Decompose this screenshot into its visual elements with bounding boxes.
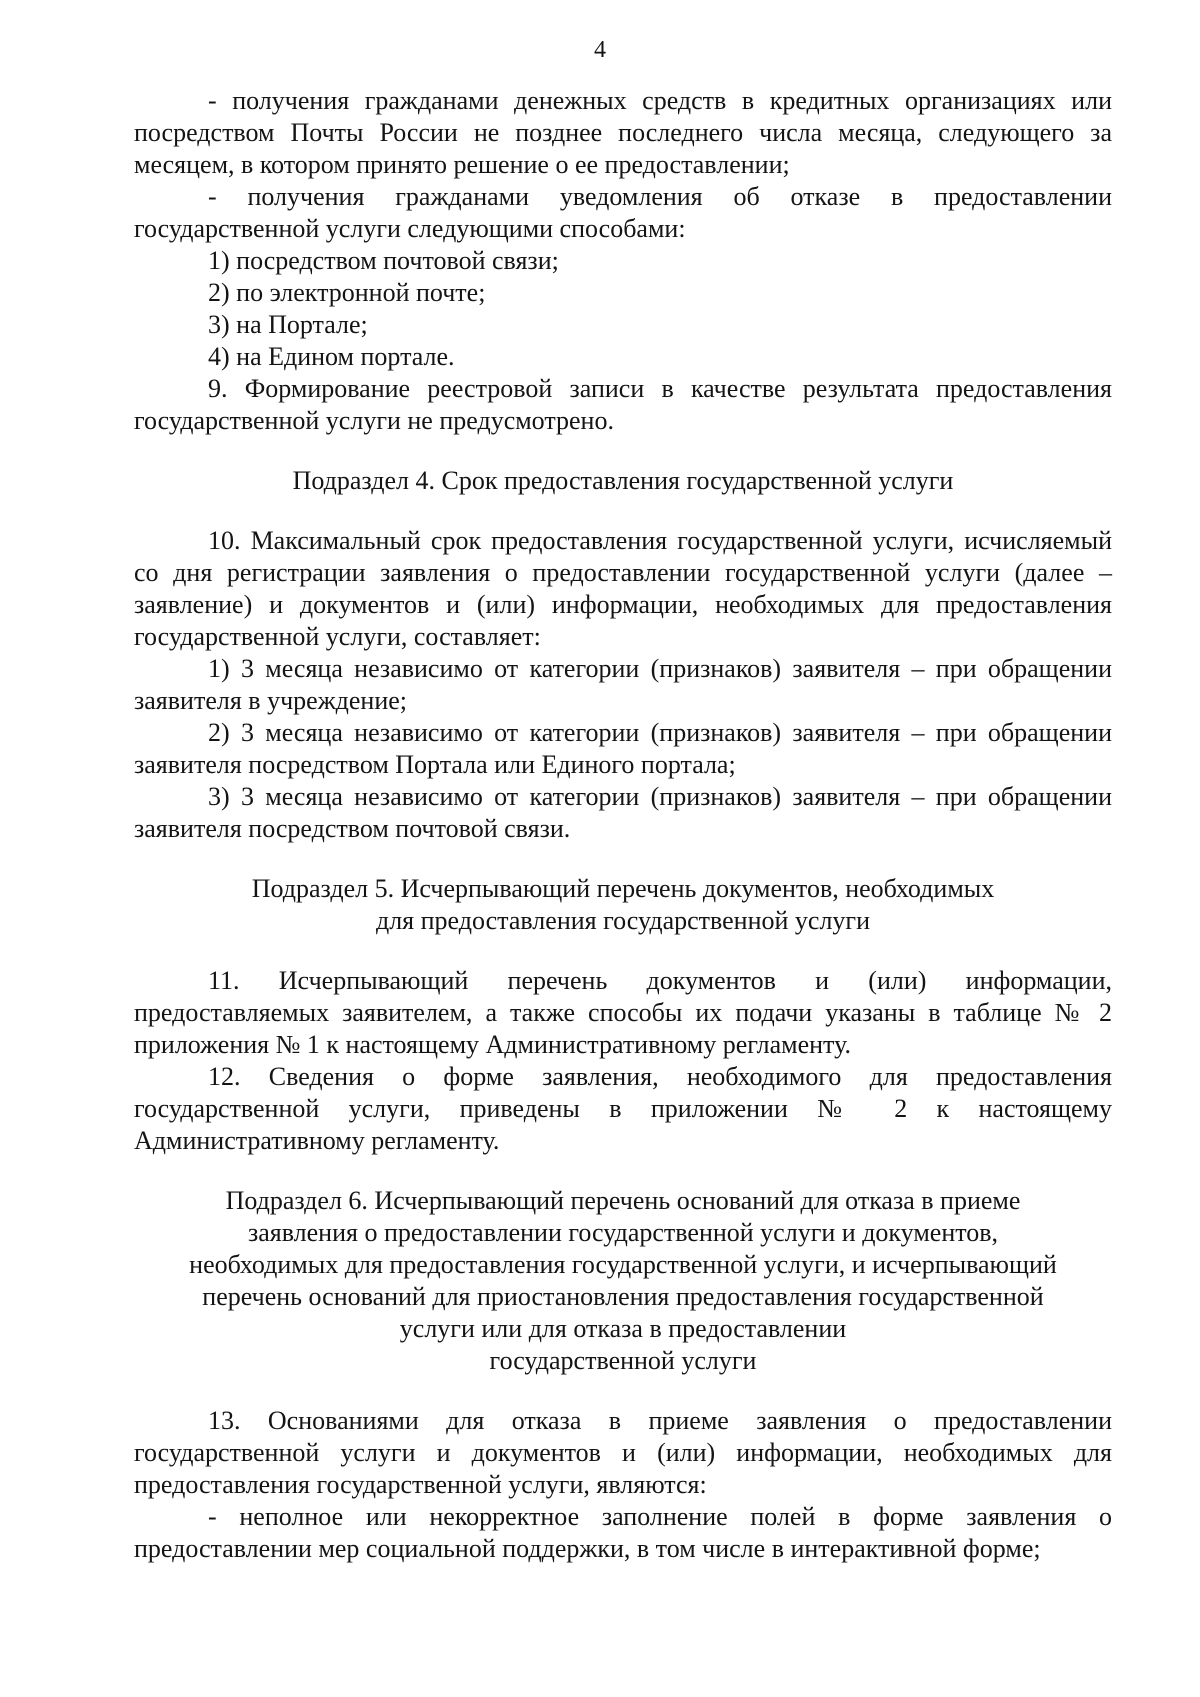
document-body — [134, 85, 1112, 1565]
subsection-6-heading-line: перечень оснований для приостановления предоставления государственной — [202, 1282, 1044, 1311]
subsection-6-heading-line: услуги или для отказа в предоставлении — [399, 1314, 847, 1343]
paragraph: - неполное или некорректное заполнение полей в форме заявления о предоставлении мер социальной поддержки, в том числе в интерактивной форме; — [134, 1502, 1112, 1563]
list-item: 2) 3 месяца независимо от категории (признаков) заявителя – при обращении заявителя посредством Портала или Единого портала; — [134, 718, 1112, 779]
subsection-4-heading: Подраздел 4. Срок предоставления государственной услуги — [292, 466, 954, 495]
list-item: 1) 3 месяца независимо от категории (признаков) заявителя – при обращении заявителя в учреждение; — [134, 654, 1112, 715]
paragraph: 13. Основаниями для отказа в приеме заявления о предоставлении государственной услуги и документов и (или) информации, необходимых для предоставления государственной услуги, являются: — [134, 1406, 1112, 1499]
subsection-5-heading-line: для предоставления государственной услуги — [375, 906, 871, 935]
paragraph: - получения гражданами денежных средств в кредитных организациях или посредством Почты России не позднее последнего числа месяца, следующего за месяцем, в котором принято решение о ее предоставлении; — [134, 86, 1112, 179]
list-item: 3) на Портале; — [208, 310, 368, 339]
page-number: 4 — [594, 37, 606, 63]
list-item: 2) по электронной почте; — [208, 278, 486, 307]
subsection-6-heading-line: необходимых для предоставления государственной услуги, и исчерпывающий — [189, 1250, 1057, 1279]
subsection-5-heading-line: Подраздел 5. Исчерпывающий перечень документов, необходимых — [251, 874, 995, 903]
paragraph: 12. Сведения о форме заявления, необходимого для предоставления государственной услуги, приведены в приложении № 2 к настоящему Административному регламенту. — [134, 1062, 1112, 1155]
subsection-6-heading-line: государственной услуги — [489, 1346, 757, 1375]
paragraph: 10. Максимальный срок предоставления государственной услуги, исчисляемый со дня регистрации заявления о предоставлении государственной услуги (далее – заявление) и документов и (или) информации, необходимых для предоставления государственной услуги, составляет: — [134, 526, 1112, 651]
paragraph: - получения гражданами уведомления об отказе в предоставлении государственной услуги следующими способами: — [134, 182, 1112, 243]
list-item: 3) 3 месяца независимо от категории (признаков) заявителя – при обращении заявителя посредством почтовой связи. — [134, 782, 1112, 843]
subsection-6-heading-line: заявления о предоставлении государственной услуги и документов, — [247, 1218, 999, 1247]
list-item: 1) посредством почтовой связи; — [208, 246, 559, 275]
paragraph: 11. Исчерпывающий перечень документов и (или) информации, предоставляемых заявителем, а также способы их подачи указаны в таблице № 2 приложения № 1 к настоящему Административному регламенту. — [134, 966, 1112, 1059]
paragraph: 9. Формирование реестровой записи в качестве результата предоставления государственной услуги не предусмотрено. — [134, 374, 1112, 435]
list-item: 4) на Едином портале. — [208, 342, 455, 371]
subsection-6-heading-line: Подраздел 6. Исчерпывающий перечень оснований для отказа в приеме — [225, 1186, 1021, 1215]
